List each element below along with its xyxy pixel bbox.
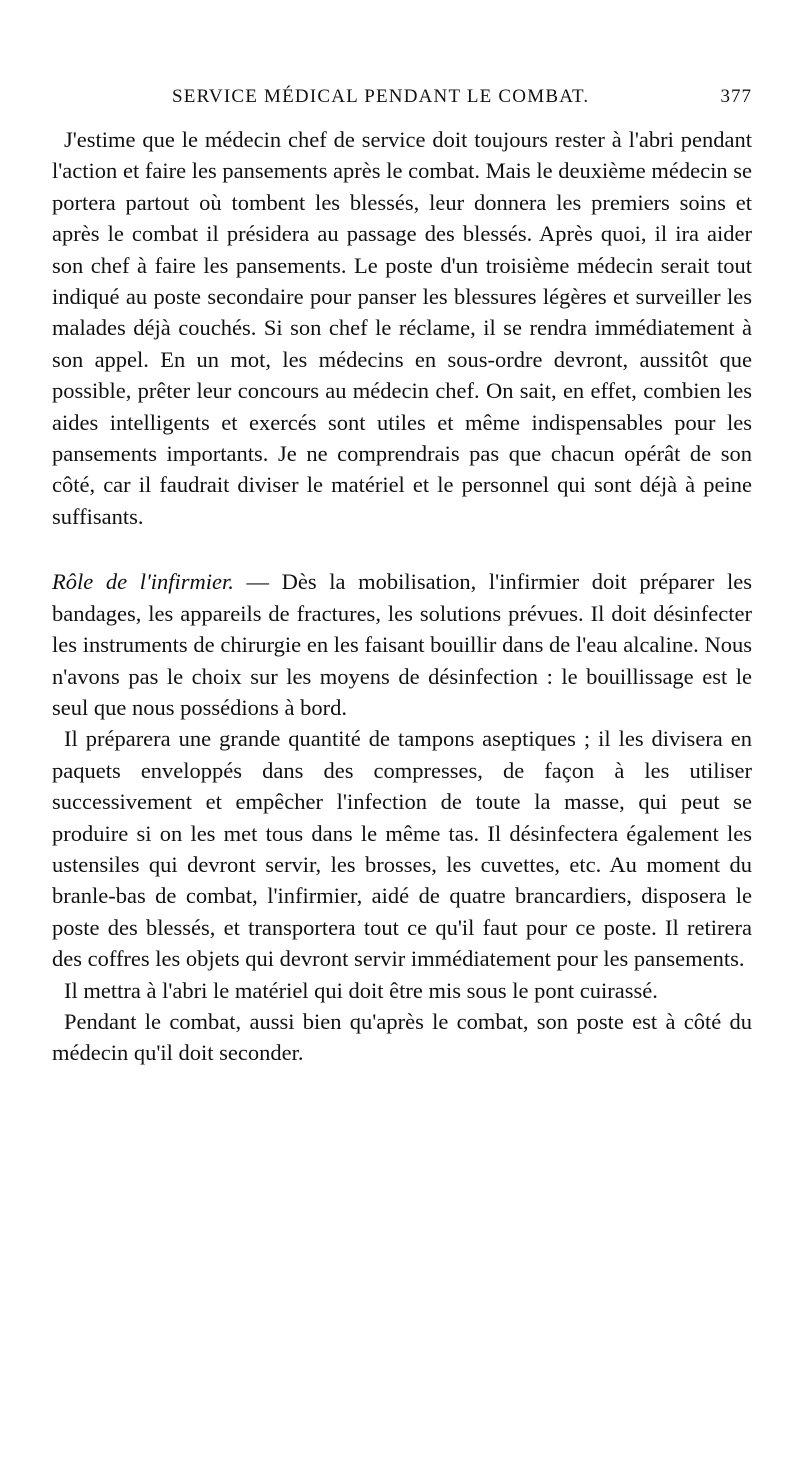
paragraph-medical-staff: J'estime que le médecin chef de service doit toujours rester à l'abri pendant l'action et faire les pansements après le combat. Mais le deuxième médecin se portera partout où tombent les blessés, leur donnera les premiers soins et après le combat il présidera au passage des blessés. Après quoi, il ira aider son chef à faire les pansements. Le poste d'un troisième médecin serait tout indiqué au poste secondaire pour panser les blessures légères et surveiller les malades déjà couchés. Si son chef le réclame, il se rendra immédiatement à son appel. En un mot, les médecins en sous-ordre devront, aussitôt que possible, prêter leur concours au médecin chef. On sait, en effet, combien les aides intelligents et exercés sont utiles et même indispensables pour les pansements importants. Je ne comprendrais pas que chacun opérât de son côté, car il faudrait diviser le matériel et le personnel qui sont déjà à peine suffisants. [52,127,752,529]
paragraph-materiel: Il mettra à l'abri le matériel qui doit être mis sous le pont cuirassé. [64,977,658,1003]
paragraph-tampons: Il préparera une grande quantité de tampons aseptiques ; il les divisera en paquets enveloppés dans des compresses, de façon à les utiliser successivement et empêcher l'infection de toute la masse, qui peut se produire si on les met tous dans le même tas. Il désinfectera également les ustensiles qui devront servir, les brosses, les cuvettes, etc. Au moment du branle-bas de combat, l'infirmier, aidé de quatre brancardiers, disposera le poste des blessés, et transportera tout ce qu'il faut pour ce poste. Il retirera des coffres les objets qui devront servir immédiatement pour les pansements. [52,726,752,972]
paragraph-during-combat: Pendant le combat, aussi bien qu'après le combat, son poste est à côté du médecin qu'il doit seconder. [52,1008,752,1066]
running-head [52,86,752,116]
paragraph-nurse-role [52,566,752,723]
section-heading: Rôle de l'infirmier. [52,569,234,595]
body-text [52,124,752,1069]
page-number: 377 [720,86,752,107]
running-title: SERVICE MÉDICAL PENDANT LE COMBAT. [172,86,590,107]
section-intro: — Dès la mobilisation, l'infirmier doit préparer les bandages, les appareils de fractures, les solutions prévues. Il doit désinfecter les instruments de chirurgie en les faisant bouillir dans de l'eau alcaline. Nous n'avons pas le choix sur les moyens de désinfection : le bouillissage est le seul que nous possédions à bord. [52,569,752,720]
